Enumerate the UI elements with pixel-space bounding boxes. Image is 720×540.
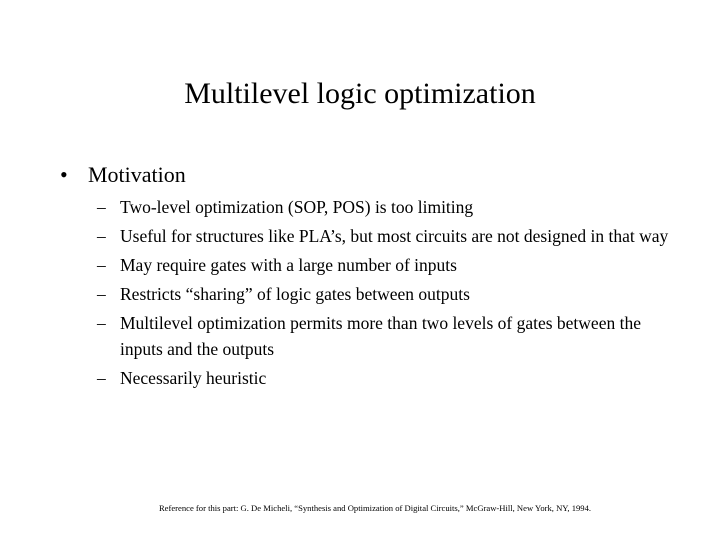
sub-bullet-text: May require gates with a large number of inputs xyxy=(120,255,457,275)
sub-bullet-item xyxy=(97,365,677,391)
sub-bullet-list xyxy=(97,194,677,394)
sub-bullet-item xyxy=(97,281,677,307)
sub-bullet-text: Restricts “sharing” of logic gates between outputs xyxy=(120,284,470,304)
bullet-text: Motivation xyxy=(88,162,186,187)
dash-marker: – xyxy=(97,226,106,246)
dash-marker: – xyxy=(97,255,106,275)
sub-bullet-item xyxy=(97,223,677,249)
sub-bullet-text: Necessarily heuristic xyxy=(120,368,267,388)
dash-marker: – xyxy=(97,313,106,333)
sub-bullet-item xyxy=(97,194,677,220)
reference-footnote: Reference for this part: G. De Micheli, “Synthesis and Optimization of Digital Circuits,” McGraw-Hill, New York, NY, 1994. xyxy=(158,503,592,513)
sub-bullet-item xyxy=(97,310,677,362)
bullet-motivation xyxy=(60,159,186,191)
bullet-marker: • xyxy=(60,162,68,187)
slide-title: Multilevel logic optimization xyxy=(184,77,536,110)
dash-marker: – xyxy=(97,368,106,388)
sub-bullet-text: Multilevel optimization permits more than two levels of gates between the inputs and the outputs xyxy=(120,313,641,359)
sub-bullet-item xyxy=(97,252,677,278)
dash-marker: – xyxy=(97,284,106,304)
sub-bullet-text: Two-level optimization (SOP, POS) is too limiting xyxy=(120,197,474,217)
sub-bullet-text: Useful for structures like PLA’s, but most circuits are not designed in that way xyxy=(120,226,669,246)
dash-marker: – xyxy=(97,197,106,217)
